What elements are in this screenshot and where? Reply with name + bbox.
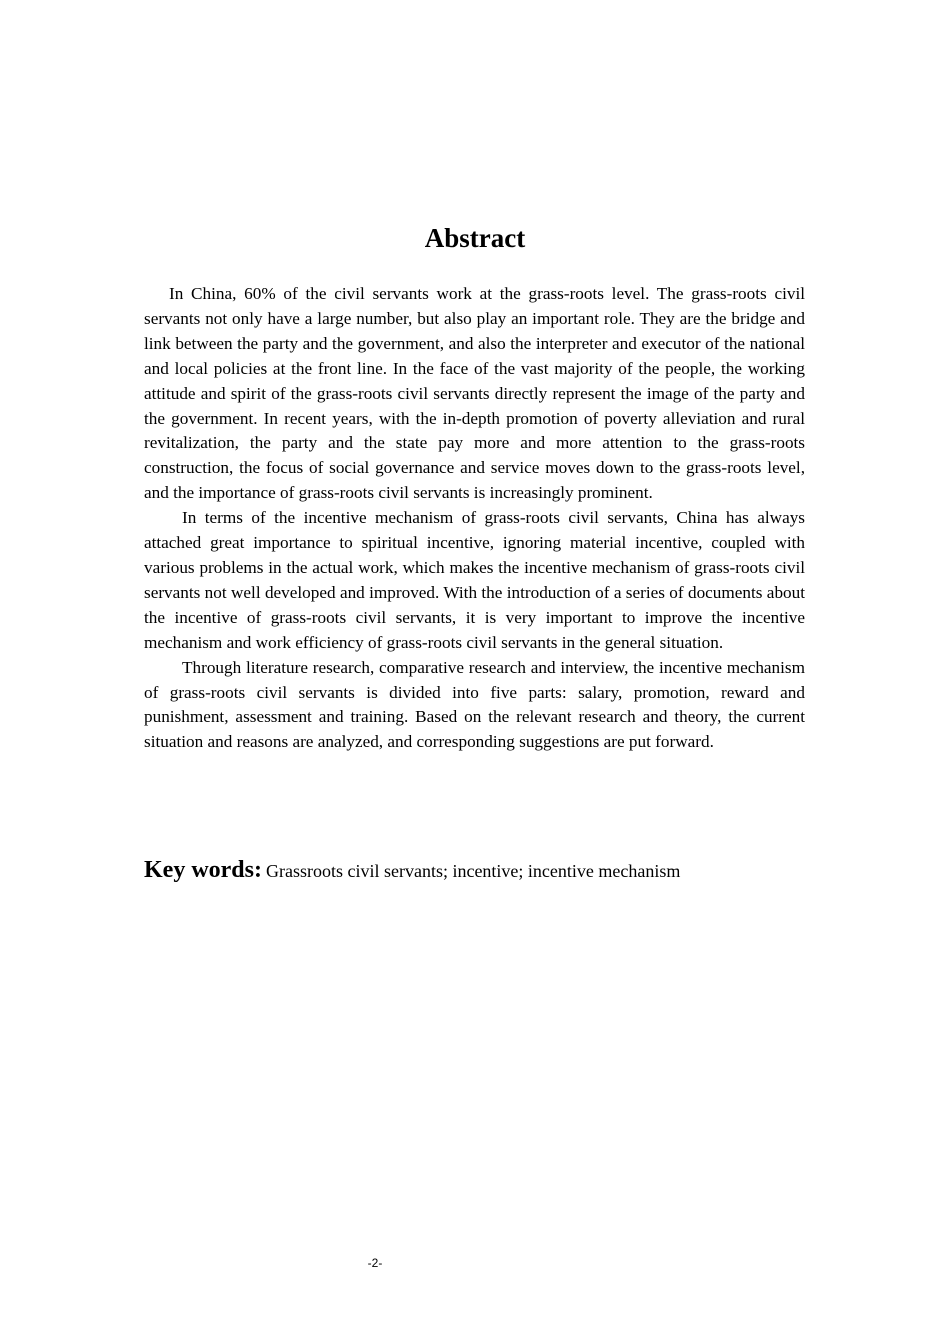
keywords-label: Key words: <box>144 857 262 883</box>
page-number: -2- <box>367 1256 383 1270</box>
abstract-paragraph-1: In China, 60% of the civil servants work at the grass-roots level. The grass-roots civil servants not only have a large number, but also play an important role. They are the bridge and link between the party and the government, and also the interpreter and executor of the national and local policies at the front line. In the face of the vast majority of the people, the working attitude and spirit of the grass-roots civil servants directly represent the image of the party and the government. In recent years, with the in-depth promotion of poverty alleviation and rural revitalization, the party and the state pay more and more attention to the grass-roots construction, the focus of social governance and service moves down to the grass-roots level, and the importance of grass-roots civil servants is increasingly prominent. <box>144 284 805 503</box>
abstract-title: Abstract <box>424 223 526 253</box>
abstract-paragraph-2: In terms of the incentive mechanism of grass-roots civil servants, China has always attached great importance to spiritual incentive, ignoring material incentive, coupled with various problems in the actual work, which makes the incentive mechanism of grass-roots civil servants not well developed and improved. With the introduction of a series of documents about the incentive of grass-roots civil servants, it is very important to improve the incentive mechanism and work efficiency of grass-roots civil servants in the general situation. <box>144 508 805 652</box>
abstract-paragraph-3: Through literature research, comparative research and interview, the incentive mechanism of grass-roots civil servants is divided into five parts: salary, promotion, reward and punishment, assessment and training. Based on the relevant research and theory, the current situation and reasons are analyzed, and corresponding suggestions are put forward. <box>144 657 805 752</box>
keywords-text: Grassroots civil servants; incentive; incentive mechanism <box>265 861 681 881</box>
abstract-body <box>144 282 805 755</box>
keywords-line <box>144 857 844 884</box>
